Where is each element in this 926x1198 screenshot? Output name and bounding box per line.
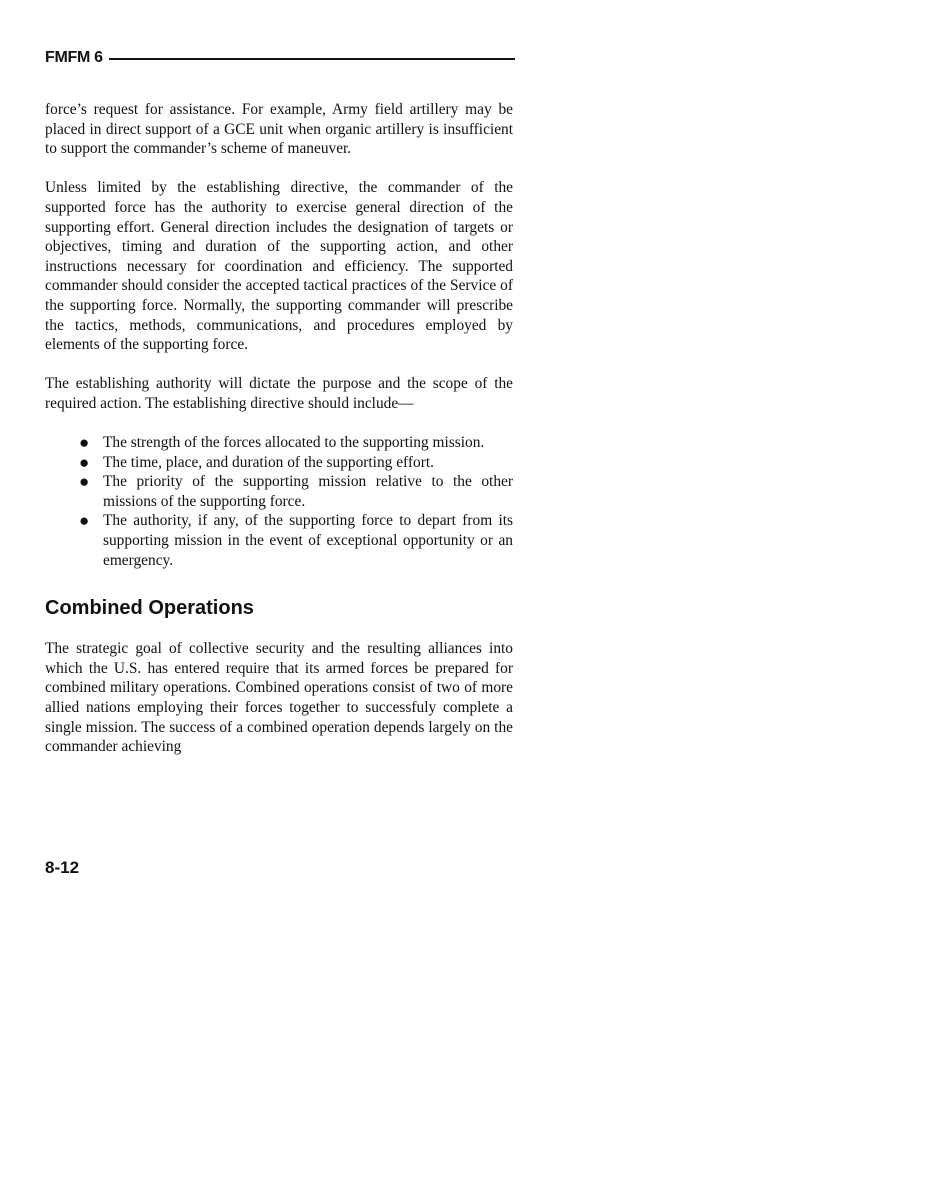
list-item xyxy=(79,511,513,570)
paragraph-general-direction: Unless limited by the establishing directive, the commander of the supported force has the authority to exercise general direction of the supporting effort. General direction includes the designation of targets or objectives, timing and duration of the supporting action, and other instructions necessary for coordination and efficiency. The supported commander should consider the accepted tactical practices of the Service of the supporting force. Normally, the supporting commander will prescribe the tactics, methods, communications, and procedures employed by elements of the supporting force. xyxy=(45,179,513,354)
bullet-icon: ● xyxy=(79,452,90,472)
list-item xyxy=(79,452,513,473)
running-header xyxy=(45,48,515,68)
directive-bullet-list xyxy=(45,433,513,570)
section-heading: Combined Operations xyxy=(45,597,254,620)
list-item-text: The strength of the forces allocated to the supporting mission. xyxy=(103,434,485,452)
bullet-icon: ● xyxy=(79,472,90,492)
list-item xyxy=(79,433,513,453)
bullet-icon: ● xyxy=(79,433,90,453)
page-number: 8-12 xyxy=(45,858,80,877)
page-body xyxy=(45,100,513,776)
document-title: FMFM 6 xyxy=(45,49,103,66)
paragraph-combined-operations: The strategic goal of collective security and the resulting alliances into which the U.S. has entered require that its armed forces be prepared for combined military operations. Combined operations consist of two of more allied nations employing their forces together to successfuly complete a single mission. The success of a combined operation depends largely on the commander achieving xyxy=(45,640,513,756)
list-item xyxy=(79,472,513,511)
paragraph-support-request: force’s request for assistance. For example, Army field artillery may be placed in direct support of a GCE unit when organic artillery is insufficient to support the commander’s scheme of maneuver. xyxy=(45,101,513,158)
list-item-text: The priority of the supporting mission relative to the other missions of the supporting force. xyxy=(103,473,513,510)
list-item-text: The authority, if any, of the supporting force to depart from its supporting mission in the event of exceptional opportunity or an emergency. xyxy=(103,512,513,569)
bullet-icon: ● xyxy=(79,511,90,531)
header-rule xyxy=(109,58,515,60)
list-item-text: The time, place, and duration of the supporting effort. xyxy=(103,453,434,471)
paragraph-establishing-authority: The establishing authority will dictate the purpose and the scope of the required action. The establishing directive should include— xyxy=(45,375,513,412)
